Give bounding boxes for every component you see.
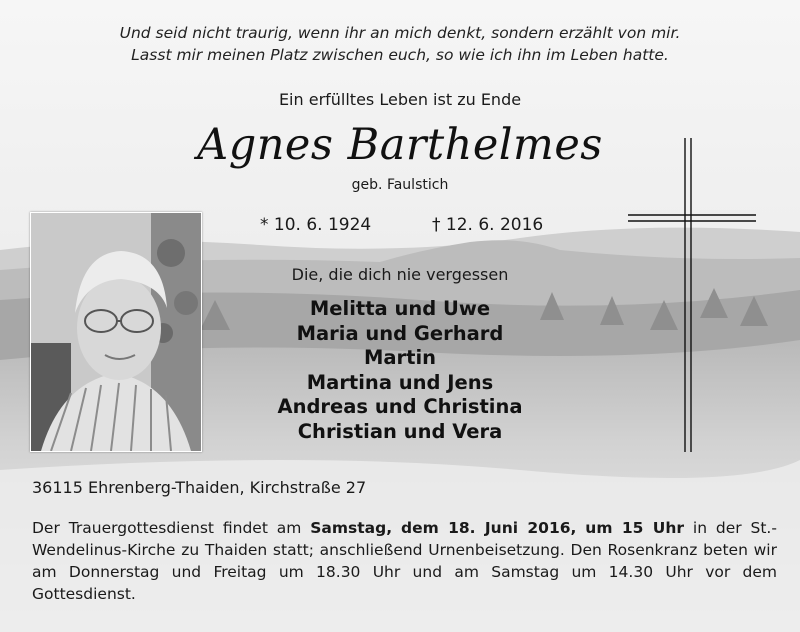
quote-line-1: Und seid nicht traurig, wenn ihr an mich denkt, sondern erzählt von mir. [119, 24, 681, 42]
cross-icon [628, 138, 758, 454]
quote-line-2: Lasst mir meinen Platz zwischen euch, so wie ich ihn im Leben hatte. [131, 46, 669, 64]
address: 36115 Ehrenberg-Thaiden, Kirchstraße 27 [32, 478, 367, 497]
birth-date: * 10. 6. 1924 [260, 215, 372, 235]
service-day: Samstag, [310, 519, 393, 537]
service-announcement [32, 517, 777, 605]
maiden-name: geb. Faulstich [351, 177, 449, 193]
mourner-item: Maria und Gerhard [296, 321, 504, 345]
mourner-item: Christian und Vera [297, 419, 503, 443]
mourner-item: Martina und Jens [306, 370, 494, 394]
death-date: † 12. 6. 2016 [432, 215, 544, 235]
service-text: Der Trauergottesdienst findet am [32, 519, 311, 537]
service-time: um 15 Uhr [585, 519, 685, 537]
subtitle: Ein erfülltes Leben ist zu Ende [278, 90, 522, 109]
mourner-item: Melitta und Uwe [309, 297, 491, 320]
deceased-name: Agnes Barthelmes [197, 120, 603, 170]
mourner-item: Martin [363, 346, 437, 370]
service-date: dem 18. Juni 2016, [400, 519, 577, 537]
quote [0, 22, 800, 66]
mourner-item: Andreas und Christina [277, 395, 523, 419]
mourners-intro: Die, die dich nie vergessen [291, 265, 509, 284]
service-text [392, 519, 401, 537]
service-text: in der St.-Wendelinus-Kirche zu Thaiden statt; anschließend Urnenbeisetzung. Den Rosenkranz beten wir am Donnerstag und Freitag um 18.30 Uhr und am Samstag um 14.30 Uhr vor dem Gottesdienst. [32, 519, 777, 603]
service-text [576, 519, 585, 537]
